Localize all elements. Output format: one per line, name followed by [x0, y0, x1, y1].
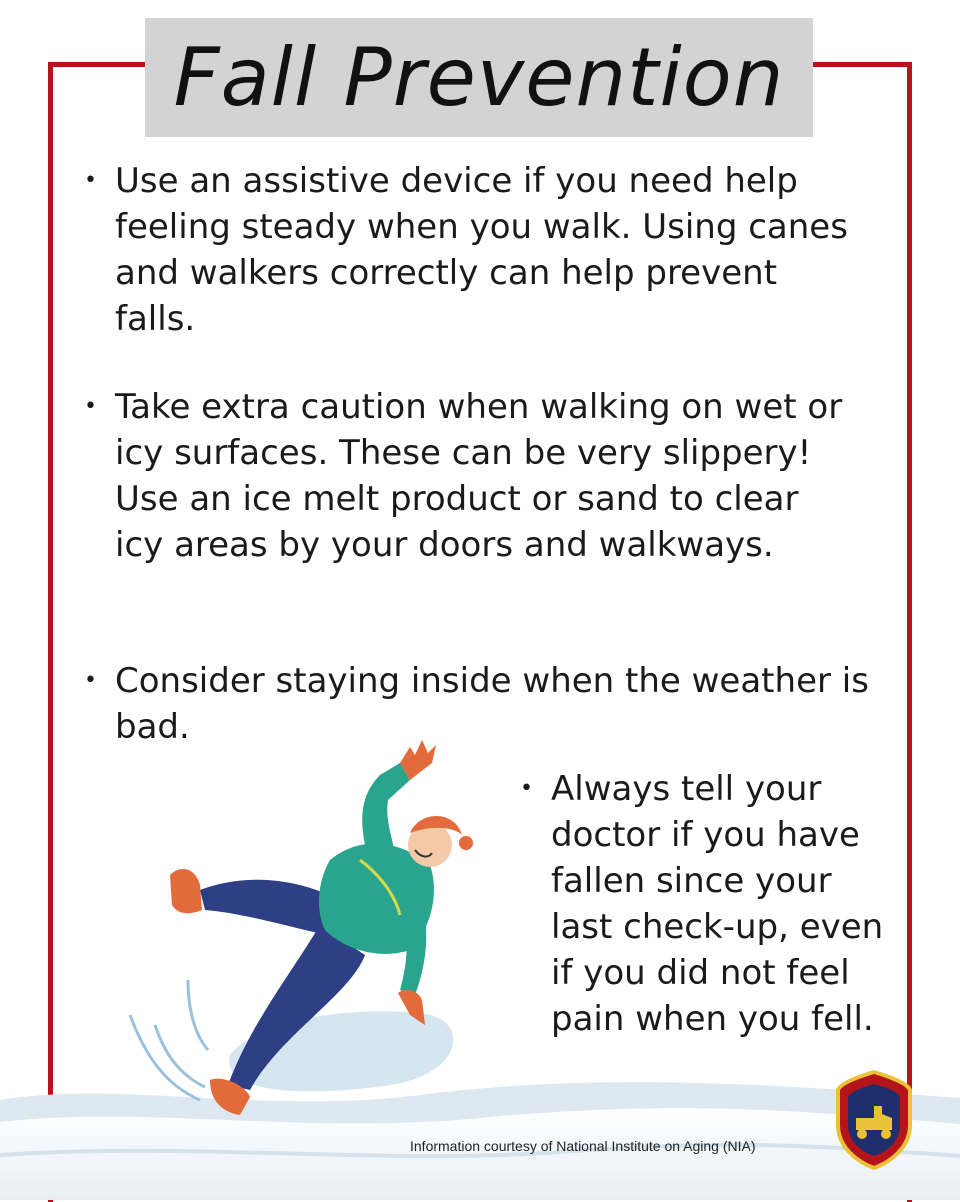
tip-icy-surfaces	[84, 384, 855, 568]
tip-text: Use an assistive device if you need help feeling steady when you walk. Using canes and walkers correctly can help prevent falls.	[115, 161, 848, 339]
tip-tell-doctor	[520, 766, 901, 1042]
bullet-icon: •	[520, 776, 533, 801]
bullet-icon: •	[84, 394, 97, 419]
tip-text: Always tell your doctor if you have fallen since your last check-up, even if you did not feel pain when you fell.	[551, 769, 884, 1039]
tip-text: Take extra caution when walking on wet or icy surfaces. These can be very slippery! Use an ice melt product or sand to clear icy areas by your doors and walkways.	[115, 387, 843, 565]
slipping-person-illustration	[110, 725, 510, 1125]
title-banner	[145, 18, 813, 137]
tip-text: Consider staying inside when the weather is bad.	[115, 661, 869, 747]
page-title: Fall Prevention	[173, 31, 785, 124]
credit-line: Information courtesy of National Institute on Aging (NIA)	[410, 1138, 756, 1154]
tip-assistive-device	[84, 158, 855, 342]
fire-dept-badge-icon	[834, 1070, 914, 1170]
bullet-icon: •	[84, 668, 97, 693]
bullet-icon: •	[84, 168, 97, 193]
